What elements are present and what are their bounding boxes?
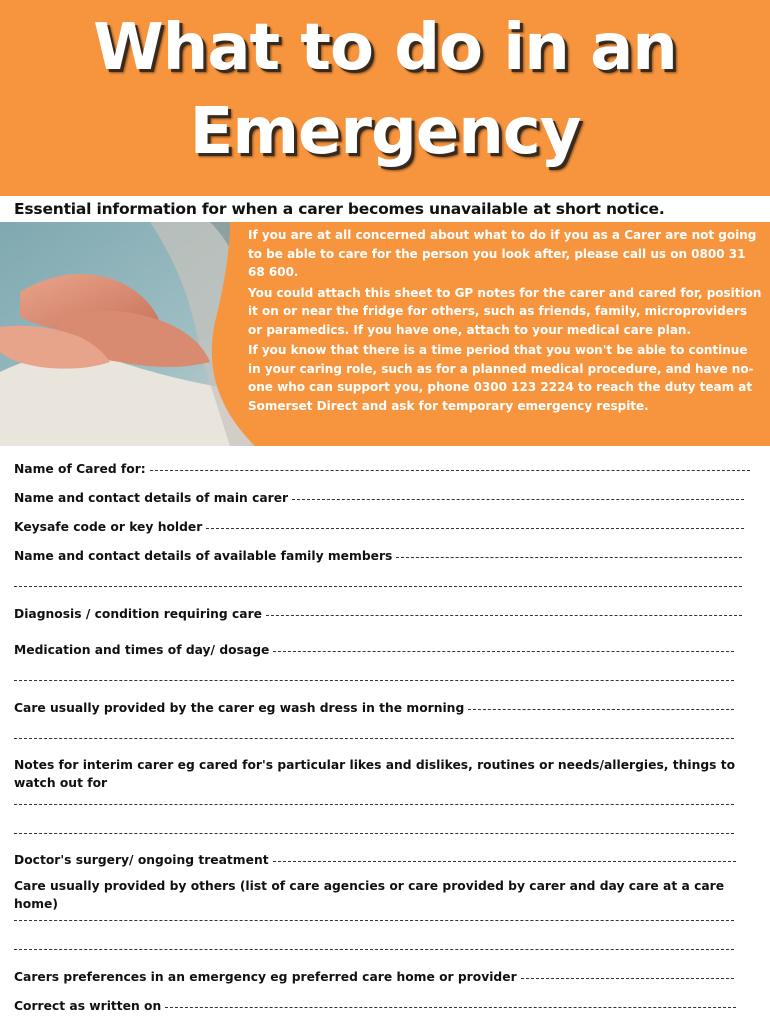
info-paragraph-helpline: If you are at all concerned about what to do if you as a Carer are not going to be able to care for the person you look after, please call us on 0800 31 68 600. [248,228,757,279]
cared-for-field[interactable] [14,454,750,476]
family-line[interactable] [396,556,742,558]
family-extra-line[interactable] [14,570,742,592]
notes-label: Notes for interim carer eg cared for's particular likes and dislikes, routines or needs/allergies, things to watch out for [14,758,736,790]
care-by-carer-label: Care usually provided by the carer eg wash dress in the morning [14,701,465,715]
medication-field[interactable] [14,635,734,657]
care-by-carer-line[interactable] [468,708,734,710]
info-box [248,226,764,417]
medication-label: Medication and times of day/ dosage [14,643,270,657]
care-by-carer-field[interactable] [14,693,734,715]
preferences-field[interactable] [14,962,734,984]
blank-line[interactable] [14,948,734,950]
correct-as-written-label: Correct as written on [14,999,162,1013]
correct-as-written-line[interactable] [165,1006,736,1008]
keysafe-field[interactable] [14,512,744,534]
info-paragraph-attach: You could attach this sheet to GP notes for the carer and cared for, position it on or near the fridge for others, such as friends, family, microproviders or paramedics. If you have one, attach to your medical care plan. [248,285,762,337]
doctor-line[interactable] [273,860,736,862]
main-carer-field[interactable] [14,483,744,505]
diagnosis-label: Diagnosis / condition requiring care [14,607,263,621]
blank-line[interactable] [14,585,742,587]
page-title [0,6,770,174]
care-by-carer-extra-line[interactable] [14,722,734,744]
diagnosis-field[interactable] [14,599,742,621]
main-carer-label: Name and contact details of main carer [14,491,289,505]
notes-line-2[interactable] [14,817,734,839]
cared-for-line[interactable] [150,469,750,471]
title-line-2: Emergency [189,95,581,169]
blank-line[interactable] [14,737,734,739]
family-field[interactable] [14,541,742,563]
notes-line-1[interactable] [14,788,734,810]
subtitle: Essential information for when a carer becomes unavailable at short notice. [14,200,665,218]
family-label: Name and contact details of available family members [14,549,393,563]
doctor-label: Doctor's surgery/ ongoing treatment [14,853,269,867]
cared-for-label: Name of Cared for: [14,462,146,476]
main-carer-line[interactable] [292,498,744,500]
diagnosis-line[interactable] [266,614,742,616]
doctor-field[interactable] [14,845,736,867]
info-paragraph-respite: If you know that there is a time period that you won't be able to continue in your caring role, such as for a planned medical procedure, and have no-one who can support you, phone 0300 123 2224 to reach the duty team at Somerset Direct and ask for temporary emergency respite. [248,343,754,413]
correct-as-written-field[interactable] [14,991,736,1013]
blank-line[interactable] [14,832,734,834]
care-by-others-line-2[interactable] [14,933,734,955]
blank-line[interactable] [14,679,734,681]
blank-line[interactable] [14,803,734,805]
medication-line[interactable] [273,650,734,652]
title-line-1: What to do in an [93,11,677,85]
preferences-label: Carers preferences in an emergency eg preferred care home or provider [14,970,517,984]
preferences-line[interactable] [521,977,734,979]
keysafe-line[interactable] [206,527,744,529]
blank-line[interactable] [14,919,734,921]
keysafe-label: Keysafe code or key holder [14,520,203,534]
care-by-others-line-1[interactable] [14,904,734,926]
care-by-others-label: Care usually provided by others (list of care agencies or care provided by carer and day care at a care home) [14,879,725,911]
medication-extra-line[interactable] [14,664,734,686]
